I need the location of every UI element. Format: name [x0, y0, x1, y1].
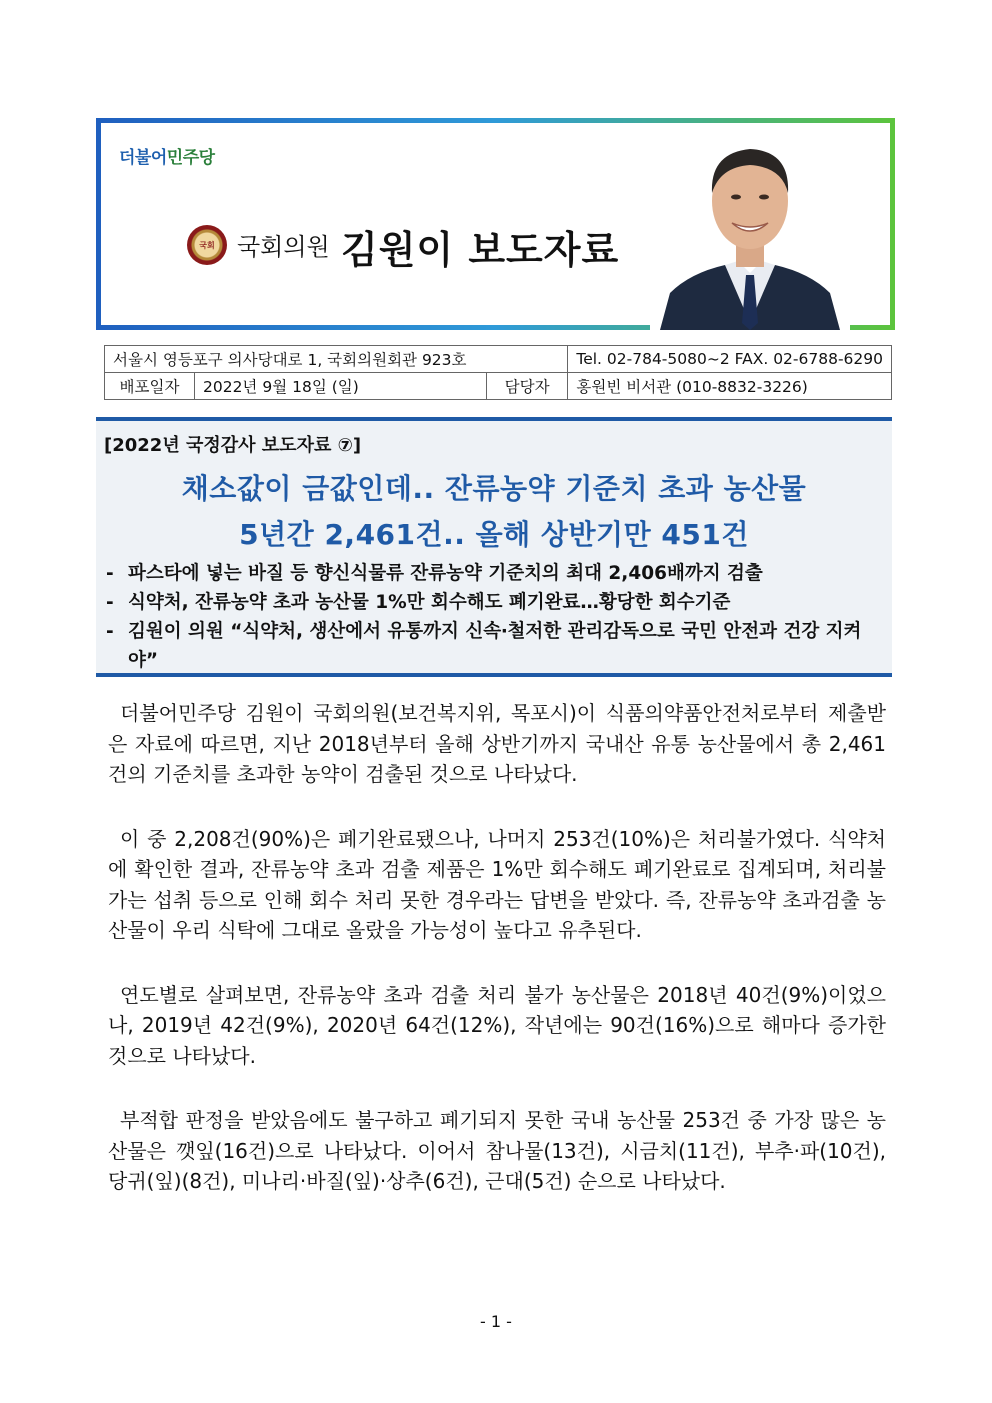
party-logo	[119, 143, 215, 168]
body-paragraph: 이 중 2,208건(90%)은 폐기완료됐으나, 나머지 253건(10%)은 처리불가였다. 식약처에 확인한 결과, 잔류농약 초과 검출 제품은 1%만 회수해도 폐기완료로 집계되며, 처리불가는 섭취 등으로 인해 회수 처리 못한 경우라는 답변을 받았다. 즉, 잔류농약 초과검출 농산물이 우리 식탁에 그대로 올랐을 가능성이 높다고 유추된다.	[108, 826, 886, 942]
member-label: 국회의원	[237, 233, 330, 261]
press-release-title: 김원이 보도자료	[341, 228, 620, 272]
contact-info-table	[104, 345, 892, 400]
summary-bullet: - 식약처, 잔류농약 초과 농산물 1%만 회수해도 폐기완료…황당한 회수기준	[106, 588, 886, 617]
seal-text: 국회	[199, 240, 215, 250]
office-address: 서울시 영등포구 의사당대로 1, 국회의원회관 923호	[105, 346, 568, 373]
party-name-part-1: 더불어	[119, 148, 167, 168]
summary-bullet-text: 김원이 의원 “식약처, 생산에서 유통까지 신속‧철저한 관리감독으로 국민 안전과 건강 지켜야”	[128, 621, 862, 671]
national-assembly-seal-icon	[187, 225, 227, 265]
body-paragraph: 연도별로 살펴보면, 잔류농약 초과 검출 처리 불가 농산물은 2018년 40건(9%)이었으나, 2019년 42건(9%), 2020년 64건(12%), 작년에는 90건(16%)으로 해마다 증가한 것으로 나타났다.	[108, 982, 886, 1068]
body-paragraph: 부적합 판정을 받았음에도 불구하고 폐기되지 못한 국내 농산물 253건 중 가장 많은 농산물은 깻잎(16건)으로 나타났다. 이어서 참나물(13건), 시금치(11건), 부추·파(10건), 당귀(잎)(8건), 미나리·바질(잎)·상추(6건), 근대(5건) 순으로 나타났다.	[108, 1108, 886, 1193]
press-header	[96, 118, 895, 330]
portrait-illustration	[650, 123, 850, 330]
page-number: - 1 -	[480, 1312, 512, 1331]
summary-box	[96, 417, 892, 677]
summary-bullet: - 파스타에 넣는 바질 등 향신식물류 잔류농약 기준치의 최대 2,406배까지 검출	[106, 559, 886, 588]
contact-person-value: 홍원빈 비서관 (010-8832-3226)	[568, 373, 892, 400]
article-body	[108, 698, 886, 1231]
headline-line-2: 5년간 2,461건.. 올해 상반기만 451건	[239, 518, 749, 551]
party-name-part-2: 민주당	[166, 148, 215, 168]
release-date-label: 배포일자	[105, 373, 195, 400]
headline-line-1: 채소값이 금값인데.. 잔류농약 기준치 초과 농산물	[181, 472, 807, 505]
release-date-value: 2022년 9월 18일 (일)	[194, 373, 486, 400]
summary-bullets	[106, 559, 886, 675]
summary-bullet-text: 파스타에 넣는 바질 등 향신식물류 잔류농약 기준치의 최대 2,406배까지 검출	[128, 563, 763, 584]
member-photo	[650, 123, 850, 330]
office-phone: Tel. 02-784-5080~2 FAX. 02-6788-6290	[568, 346, 892, 373]
summary-bullet-text: 식약처, 잔류농약 초과 농산물 1%만 회수해도 폐기완료…황당한 회수기준	[128, 592, 731, 613]
summary-bullet: - 김원이 의원 “식약처, 생산에서 유통까지 신속‧철저한 관리감독으로 국민 안전과 건강 지켜야”	[106, 617, 886, 675]
body-paragraph: 더불어민주당 김원이 국회의원(보건복지위, 목포시)이 식품의약품안전처로부터 제출받은 자료에 따르면, 지난 2018년부터 올해 상반기까지 국내산 유통 농산물에서 총 2,461건의 기준치를 초과한 농약이 검출된 것으로 나타났다.	[108, 701, 886, 786]
series-tag: [2022년 국정감사 보도자료 ⑦]	[104, 435, 362, 456]
contact-person-label: 담당자	[486, 373, 568, 400]
